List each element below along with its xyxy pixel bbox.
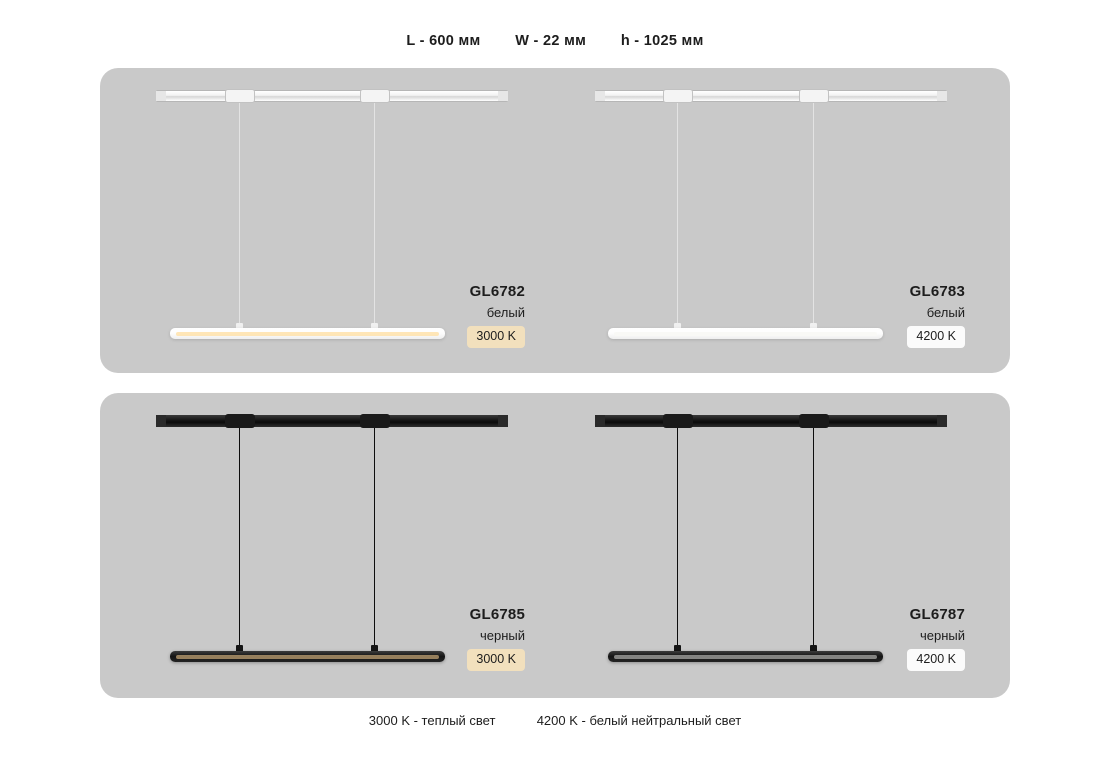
- product-code: GL6783: [909, 283, 965, 300]
- kelvin-badge: 4200 K: [907, 649, 965, 671]
- dimensions-line: [0, 33, 1110, 49]
- track-adaptor: [799, 89, 829, 103]
- product-label-gl6787: [800, 606, 965, 671]
- suspension-wire: [239, 103, 240, 331]
- product-color: белый: [926, 304, 965, 320]
- kelvin-badge: 4200 K: [907, 326, 965, 348]
- track-rail: [595, 90, 947, 102]
- track-adaptor: [360, 89, 390, 103]
- product-color: черный: [479, 627, 525, 643]
- track-adaptor: [360, 414, 390, 428]
- dimension-length: L - 600 мм: [406, 33, 481, 49]
- track-rail: [156, 90, 508, 102]
- dimension-height: h - 1025 мм: [620, 33, 704, 49]
- track-adaptor: [799, 414, 829, 428]
- kelvin-badge: 3000 K: [467, 649, 525, 671]
- product-panel-black: [100, 393, 1010, 698]
- track-rail: [595, 415, 947, 427]
- product-code: GL6782: [469, 283, 525, 300]
- product-cell-gl6782: [100, 68, 555, 373]
- product-cell-gl6787: [555, 393, 1010, 698]
- track-adaptor: [663, 414, 693, 428]
- legend-neutral: 4200 K - белый нейтральный свет: [536, 713, 742, 728]
- track-adaptor: [663, 89, 693, 103]
- product-label-gl6782: [360, 283, 525, 348]
- dimension-width: W - 22 мм: [515, 33, 587, 49]
- product-cell-gl6783: [555, 68, 1010, 373]
- product-color: черный: [919, 627, 965, 643]
- product-label-gl6785: [360, 606, 525, 671]
- suspension-wire: [239, 428, 240, 656]
- legend-warm: 3000 K - теплый свет: [368, 713, 496, 728]
- product-cell-gl6785: [100, 393, 555, 698]
- track-rail: [156, 415, 508, 427]
- track-adaptor: [225, 414, 255, 428]
- product-panel-white: [100, 68, 1010, 373]
- color-temperature-legend: [0, 713, 1110, 728]
- product-label-gl6783: [800, 283, 965, 348]
- product-code: GL6785: [469, 606, 525, 623]
- track-adaptor: [225, 89, 255, 103]
- product-code: GL6787: [909, 606, 965, 623]
- suspension-wire: [677, 103, 678, 331]
- kelvin-badge: 3000 K: [467, 326, 525, 348]
- suspension-wire: [677, 428, 678, 656]
- product-color: белый: [486, 304, 525, 320]
